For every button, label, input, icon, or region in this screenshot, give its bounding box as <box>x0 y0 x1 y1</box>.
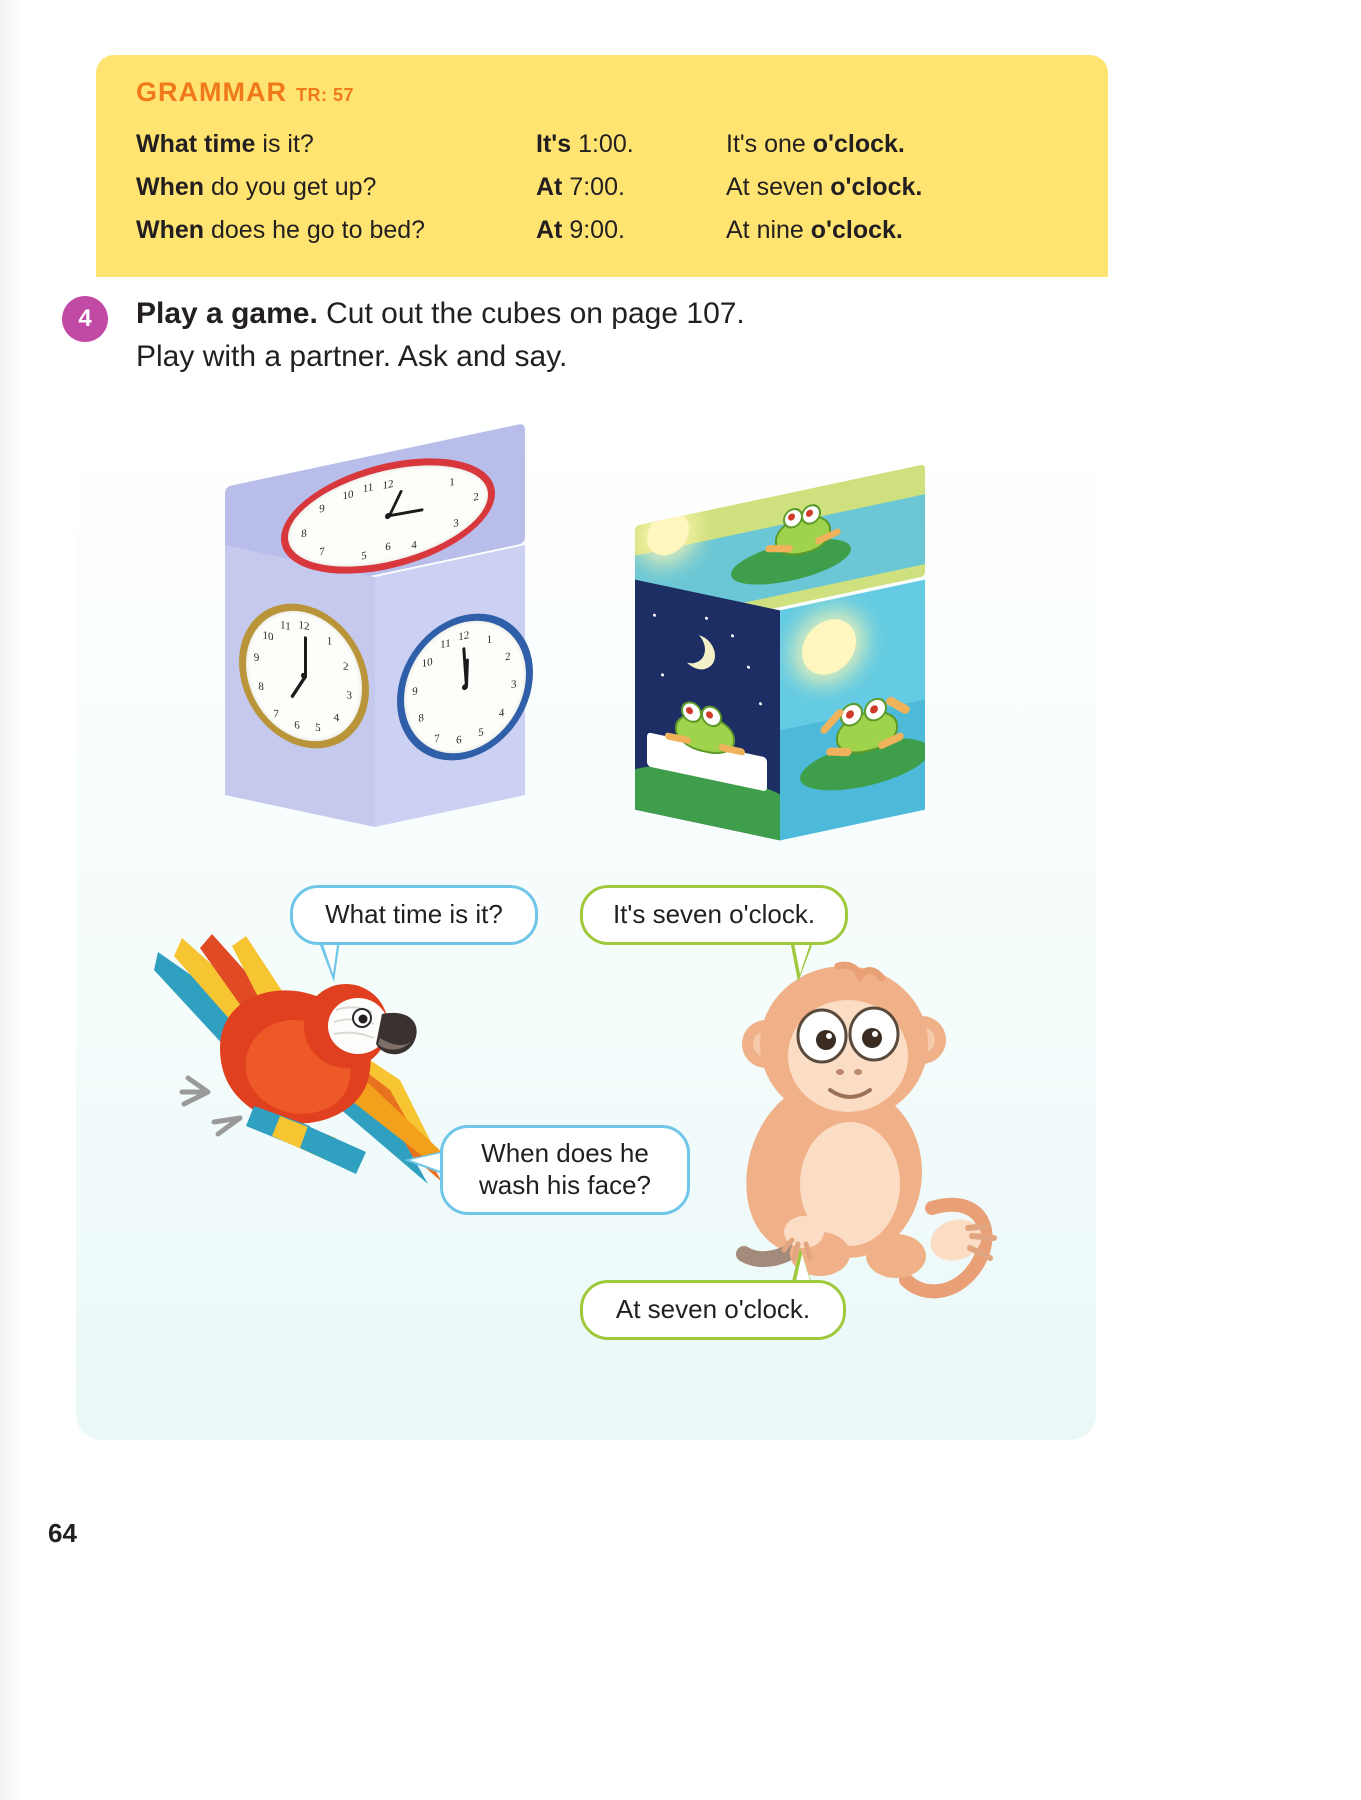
exercise-instruction <box>136 293 1036 378</box>
clock-face-right: 12 1 2 3 4 5 6 7 8 9 10 11 <box>397 601 533 774</box>
speech-bubble-what-time: What time is it? <box>290 885 538 945</box>
grammar-full <box>726 166 1076 209</box>
exercise-number-badge: 4 <box>62 296 108 342</box>
grammar-question <box>136 166 536 209</box>
bubble-3-line-2: wash his face? <box>479 1170 651 1200</box>
grammar-full-plain: It's one <box>726 130 813 158</box>
grammar-question <box>136 209 536 252</box>
grammar-answer <box>536 166 726 209</box>
grammar-full-bold: o'clock. <box>830 172 923 201</box>
bubble-3-line-1: When does he <box>481 1138 649 1169</box>
clock-cube <box>225 455 535 855</box>
grammar-table <box>136 123 1076 251</box>
page-number: 64 <box>48 1518 77 1548</box>
grammar-answer-rest: 9:00. <box>562 215 625 244</box>
speech-bubble-its-seven: It's seven o'clock. <box>580 885 848 945</box>
grammar-answer <box>536 123 726 166</box>
grammar-answer <box>536 209 726 252</box>
grammar-question-bold: When <box>136 172 205 201</box>
grammar-question-bold: When <box>136 215 205 244</box>
grammar-answer-bold: At <box>536 215 563 244</box>
grammar-answer-bold: It's <box>536 130 572 158</box>
grammar-heading: GRAMMAR <box>136 77 287 107</box>
grammar-question <box>136 123 536 166</box>
speech-bubble-at-seven: At seven o'clock. <box>580 1280 846 1340</box>
grammar-answer-rest: 1:00. <box>571 130 634 158</box>
clock-face-top: 12 1 2 3 4 5 6 7 8 9 10 11 <box>281 440 495 591</box>
grammar-full-bold: o'clock. <box>812 130 905 158</box>
grammar-full-plain: At seven <box>726 172 831 201</box>
grammar-answer-bold: At <box>536 172 563 201</box>
page-edge-shadow <box>0 0 22 1800</box>
grammar-row <box>136 123 1076 166</box>
exercise-instruction-line2: Play with a partner. Ask and say. <box>136 339 568 373</box>
grammar-track-label: TR: 57 <box>296 85 355 105</box>
frog-cube-left-face <box>635 580 780 841</box>
speech-bubble-when-wash-face <box>440 1125 690 1215</box>
clock-face-left: 12 1 2 3 4 5 6 7 8 9 10 11 <box>239 591 369 761</box>
grammar-full <box>726 209 1076 252</box>
grammar-row <box>136 209 1076 252</box>
grammar-full-bold: o'clock. <box>810 215 903 244</box>
grammar-full-plain: At nine <box>726 215 811 244</box>
grammar-question-rest: is it? <box>255 130 314 158</box>
grammar-question-rest: does he go to bed? <box>204 215 426 244</box>
exercise-title: Play a game. <box>136 297 318 330</box>
exercise-instruction-line1: Cut out the cubes on page 107. <box>317 297 745 330</box>
frog-cube-right-face <box>780 580 925 841</box>
grammar-question-rest: do you get up? <box>204 172 377 201</box>
grammar-box <box>96 55 1108 277</box>
grammar-question-bold: What time <box>136 130 256 158</box>
grammar-row <box>136 166 1076 209</box>
frog-cube <box>635 495 935 825</box>
grammar-full <box>726 123 1076 166</box>
grammar-answer-rest: 7:00. <box>562 172 625 201</box>
